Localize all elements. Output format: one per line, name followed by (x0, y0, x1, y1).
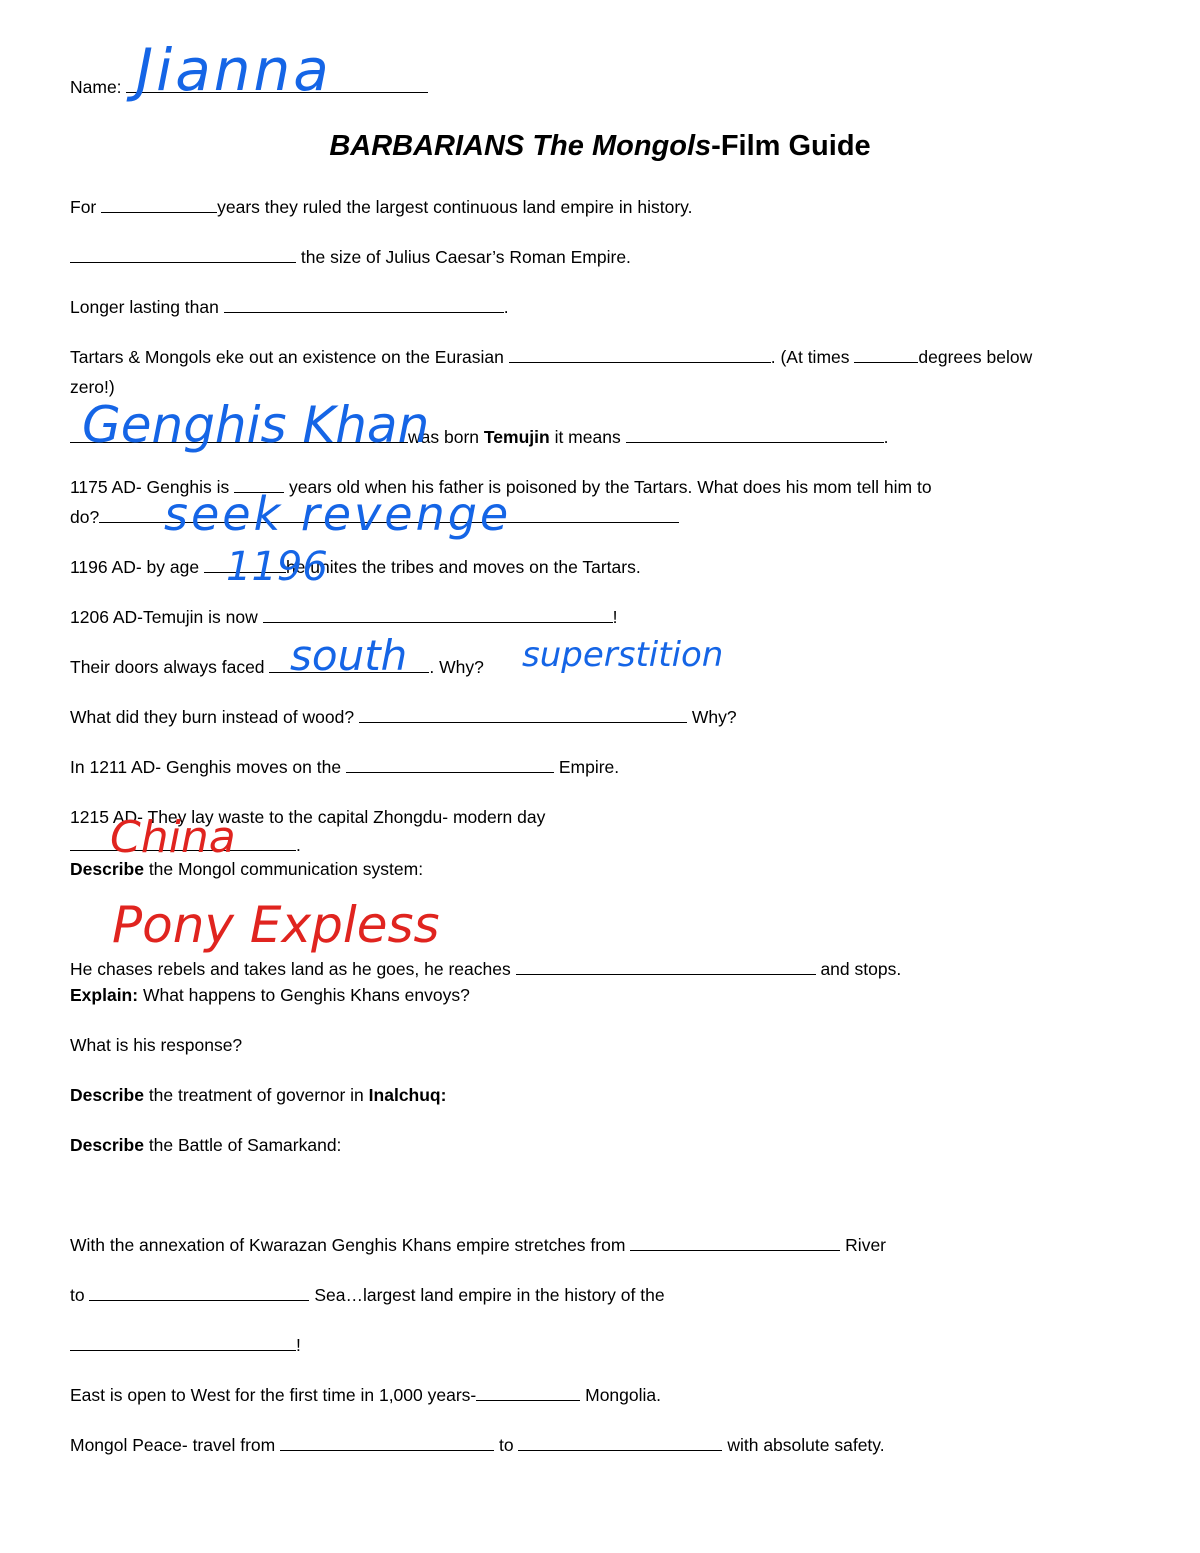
q3-text-a: Longer lasting than (70, 297, 219, 317)
handwritten-mom-advice (160, 486, 540, 548)
handwritten-why (518, 626, 748, 682)
q5-blank-2[interactable] (626, 426, 884, 443)
handwritten-genghis-text: Genghis Khan (82, 396, 430, 454)
q13-bold: Describe (70, 859, 144, 879)
q5-text-c: it means (554, 427, 621, 447)
q1-blank[interactable] (101, 196, 217, 213)
q23-text-b: to (498, 1435, 514, 1455)
q10-text-b: Why? (691, 707, 737, 727)
handwritten-age (224, 536, 328, 592)
question-8 (70, 606, 617, 628)
q5-text-a: was born (408, 427, 480, 447)
q14-text-a: He chases rebels and takes land as he goes, he reaches (70, 959, 511, 979)
q7-text-b: he unites the tribes and moves on the Tartars. (285, 557, 641, 577)
question-14 (70, 958, 901, 980)
q4-blank-1[interactable] (509, 346, 771, 363)
handwritten-name-text: Jianna (136, 36, 332, 104)
question-16 (70, 1034, 242, 1056)
q19-text-a: With the annexation of Kwarazan Genghis Khans empire stretches from (70, 1235, 626, 1255)
question-1 (70, 196, 692, 218)
question-20 (70, 1284, 665, 1306)
question-11 (70, 756, 619, 778)
q15-bold: Explain: (70, 985, 139, 1005)
q12-text-end: . (296, 835, 301, 855)
handwritten-modern-day (106, 806, 276, 862)
handwritten-genghis (78, 392, 438, 454)
q12-text: 1215 AD- They lay waste to the capital Zhongdu- modern day (70, 807, 546, 827)
q18-bold: Describe (70, 1135, 144, 1155)
handwritten-doors-text: south (290, 631, 408, 680)
name-label: Name: (70, 77, 122, 97)
question-17 (70, 1084, 446, 1106)
handwritten-doors (286, 626, 426, 682)
q4-text-b: . (At times (770, 347, 850, 367)
q4-text-a: Tartars & Mongols eke out an existence on the Eurasian (70, 347, 504, 367)
q20-text-b: Sea…largest land empire in the history of the (314, 1285, 665, 1305)
q23-text-c: with absolute safety. (727, 1435, 885, 1455)
question-3 (70, 296, 509, 318)
q19-text-b: River (845, 1235, 887, 1255)
handwritten-communication (108, 880, 440, 960)
q3-blank[interactable] (224, 296, 504, 313)
q2-blank[interactable] (70, 246, 296, 263)
q9-text-b: . Why? (429, 657, 484, 677)
question-15 (70, 984, 470, 1006)
q6-text-b: years old when his father is poisoned by the Tartars. What does his mom tell him to (288, 477, 932, 497)
q10-text-a: What did they burn instead of wood? (70, 707, 355, 727)
q11-text-a: In 1211 AD- Genghis moves on the (70, 757, 342, 777)
q20-blank[interactable] (89, 1284, 309, 1301)
question-18 (70, 1134, 341, 1156)
q11-blank[interactable] (346, 756, 554, 773)
handwritten-age-text: 1196 (226, 544, 328, 590)
q19-blank[interactable] (630, 1234, 840, 1251)
q16-text: What is his response? (70, 1035, 243, 1055)
q2-text: the size of Julius Caesar’s Roman Empire. (300, 247, 631, 267)
question-22 (70, 1384, 661, 1406)
q7-text-a: 1196 AD- by age (70, 557, 200, 577)
q5-text-d: . (883, 427, 889, 447)
q13-text: the Mongol communication system: (148, 859, 424, 879)
q9-text-a: Their doors always faced (70, 657, 265, 677)
q4-text-c: degrees below (918, 347, 1033, 367)
page-title (0, 130, 1200, 163)
q11-text-b: Empire. (558, 757, 620, 777)
q3-text-b: . (503, 297, 509, 317)
q8-text-b: ! (612, 607, 618, 627)
q23-text-a: Mongol Peace- travel from (70, 1435, 276, 1455)
question-7 (70, 556, 641, 578)
question-10 (70, 706, 737, 728)
q21-text: ! (296, 1335, 301, 1355)
q10-blank[interactable] (359, 706, 687, 723)
q1-text-a: For (70, 197, 97, 217)
q14-blank[interactable] (516, 958, 816, 975)
handwritten-mom-advice-text: seek revenge (164, 487, 512, 541)
handwritten-modern-day-text: China (110, 812, 236, 863)
question-4 (70, 346, 1032, 368)
q23-blank-2[interactable] (518, 1434, 722, 1451)
q8-text-a: 1206 AD-Temujin is now (70, 607, 258, 627)
q15-text: What happens to Genghis Khans envoys? (142, 985, 470, 1005)
handwritten-communication-text: Pony Expless (112, 896, 440, 954)
question-23 (70, 1434, 885, 1456)
handwritten-name (130, 30, 420, 105)
q4-blank-2[interactable] (854, 346, 918, 363)
q1-text-b: years they ruled the largest continuous land empire in history. (217, 197, 693, 217)
q4-text-d: zero!) (70, 377, 115, 397)
question-2 (70, 246, 631, 268)
q22-text-b: Mongolia. (585, 1385, 662, 1405)
q14-text-b: and stops. (820, 959, 902, 979)
handwritten-why-text: superstition (522, 635, 724, 675)
q18-text: the Battle of Samarkand: (148, 1135, 342, 1155)
q22-text-a: East is open to West for the first time in 1,000 years- (70, 1385, 477, 1405)
title-rest: -Film Guide (711, 130, 871, 162)
q22-blank[interactable] (476, 1384, 580, 1401)
q20-text-a: to (70, 1285, 85, 1305)
question-21 (70, 1334, 301, 1356)
q17-bold: Describe (70, 1085, 144, 1105)
q17-bold-place: Inalchuq: (368, 1085, 447, 1105)
q8-blank[interactable] (263, 606, 613, 623)
q21-blank[interactable] (70, 1334, 296, 1351)
q6-text-a: 1175 AD- Genghis is (70, 477, 230, 497)
title-italic: BARBARIANS The Mongols (329, 130, 712, 162)
q23-blank-1[interactable] (280, 1434, 494, 1451)
question-19 (70, 1234, 886, 1256)
q5-text-bold: Temujin (483, 427, 550, 447)
q6-text-c: do? (70, 507, 100, 527)
q17-text: the treatment of governor in (148, 1085, 364, 1105)
